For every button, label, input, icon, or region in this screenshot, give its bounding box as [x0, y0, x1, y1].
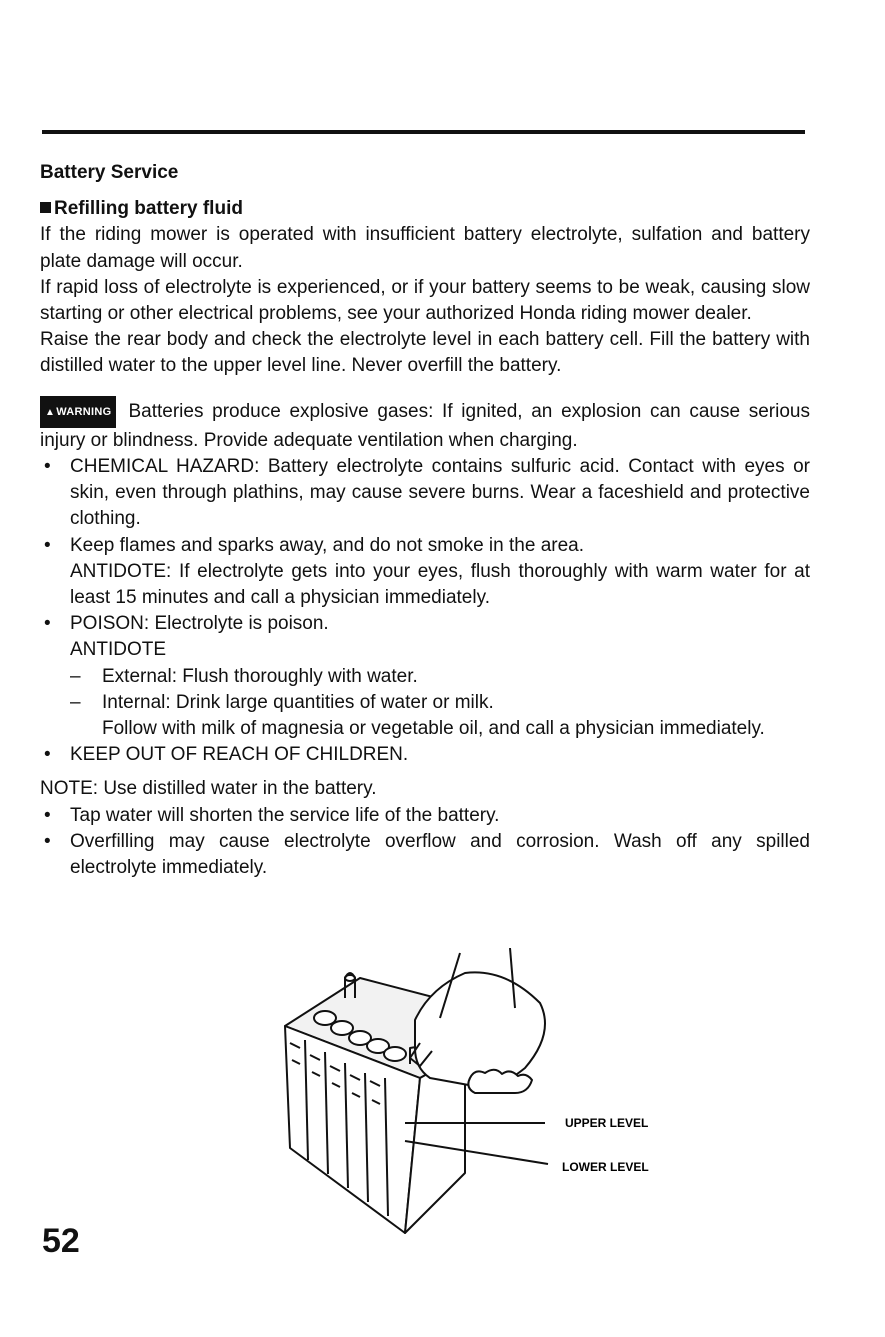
hazard-list	[40, 454, 810, 768]
warning-text: Batteries produce explosive gases: If ignited, an explosion can cause serious injury or blindness. Provide adequate ventilation when charging.	[40, 400, 810, 451]
children-text: KEEP OUT OF REACH OF CHILDREN.	[70, 744, 409, 766]
external-antidote: – External: Flush thoroughly with water.	[70, 665, 418, 687]
internal-text: Internal: Drink large quantities of water or milk.	[102, 691, 494, 713]
list-item	[40, 611, 810, 742]
warning-paragraph	[40, 396, 810, 454]
antidote-label: ANTIDOTE	[70, 639, 167, 661]
subheading	[40, 196, 810, 222]
upper-level-label: UPPER LEVEL	[565, 1116, 649, 1130]
warning-badge	[40, 396, 116, 428]
list-item	[40, 742, 810, 768]
external-text: External: Flush thoroughly with water.	[102, 665, 418, 687]
warning-badge-label: WARNING	[56, 405, 112, 418]
flames-text: • Keep flames and sparks away, and do not smoke in the area.	[70, 534, 585, 556]
page-number: 52	[42, 1222, 80, 1260]
subheading-text: Refilling battery fluid	[54, 198, 243, 220]
top-rule	[42, 130, 805, 134]
note-item-text: Tap water will shorten the service life of the battery.	[70, 804, 500, 826]
paragraph: If rapid loss of electrolyte is experienced, or if your battery seems to be weak, causing slow starting or other electrical problems, see your authorized Honda riding mower dealer.	[40, 276, 810, 325]
warning-triangle-icon: ▲	[45, 406, 56, 418]
internal-antidote: – Internal: Drink large quantities of water or milk.	[70, 691, 494, 713]
poison-text: • POISON: Electrolyte is poison.	[70, 613, 329, 635]
lower-level-label: LOWER LEVEL	[562, 1160, 649, 1174]
list-item	[40, 829, 810, 881]
section-title: Battery Service	[40, 162, 179, 183]
note-list	[40, 803, 810, 882]
note-lead: NOTE: Use distilled water in the battery.	[40, 778, 377, 800]
paragraph: Raise the rear body and check the electrolyte level in each battery cell. Fill the battery with distilled water to the upper level line. Never overfill the battery.	[40, 329, 810, 377]
battery-illustration	[270, 948, 700, 1248]
internal-follow-text: Follow with milk of magnesia or vegetable oil, and call a physician immediately.	[102, 718, 765, 740]
chemical-hazard-text: CHEMICAL HAZARD: Battery electrolyte contains sulfuric acid. Contact with eyes or skin, even through plathins, may cause severe burns. Wear a faceshield and protective clothing.	[70, 456, 810, 530]
list-item	[40, 533, 810, 612]
antidote-eyes-text: ANTIDOTE: If electrolyte gets into your eyes, flush thoroughly with warm water for at least 15 minutes and call a physician immediately.	[70, 560, 810, 609]
square-bullet-icon	[40, 202, 51, 213]
page-content	[40, 160, 810, 881]
note-item-text: Overfilling may cause electrolyte overflow and corrosion. Wash off any spilled electrolyte immediately.	[70, 830, 810, 879]
list-item	[40, 803, 810, 829]
list-item	[40, 454, 810, 533]
paragraph: If the riding mower is operated with insufficient battery electrolyte, sulfation and battery plate damage will occur.	[40, 224, 810, 272]
